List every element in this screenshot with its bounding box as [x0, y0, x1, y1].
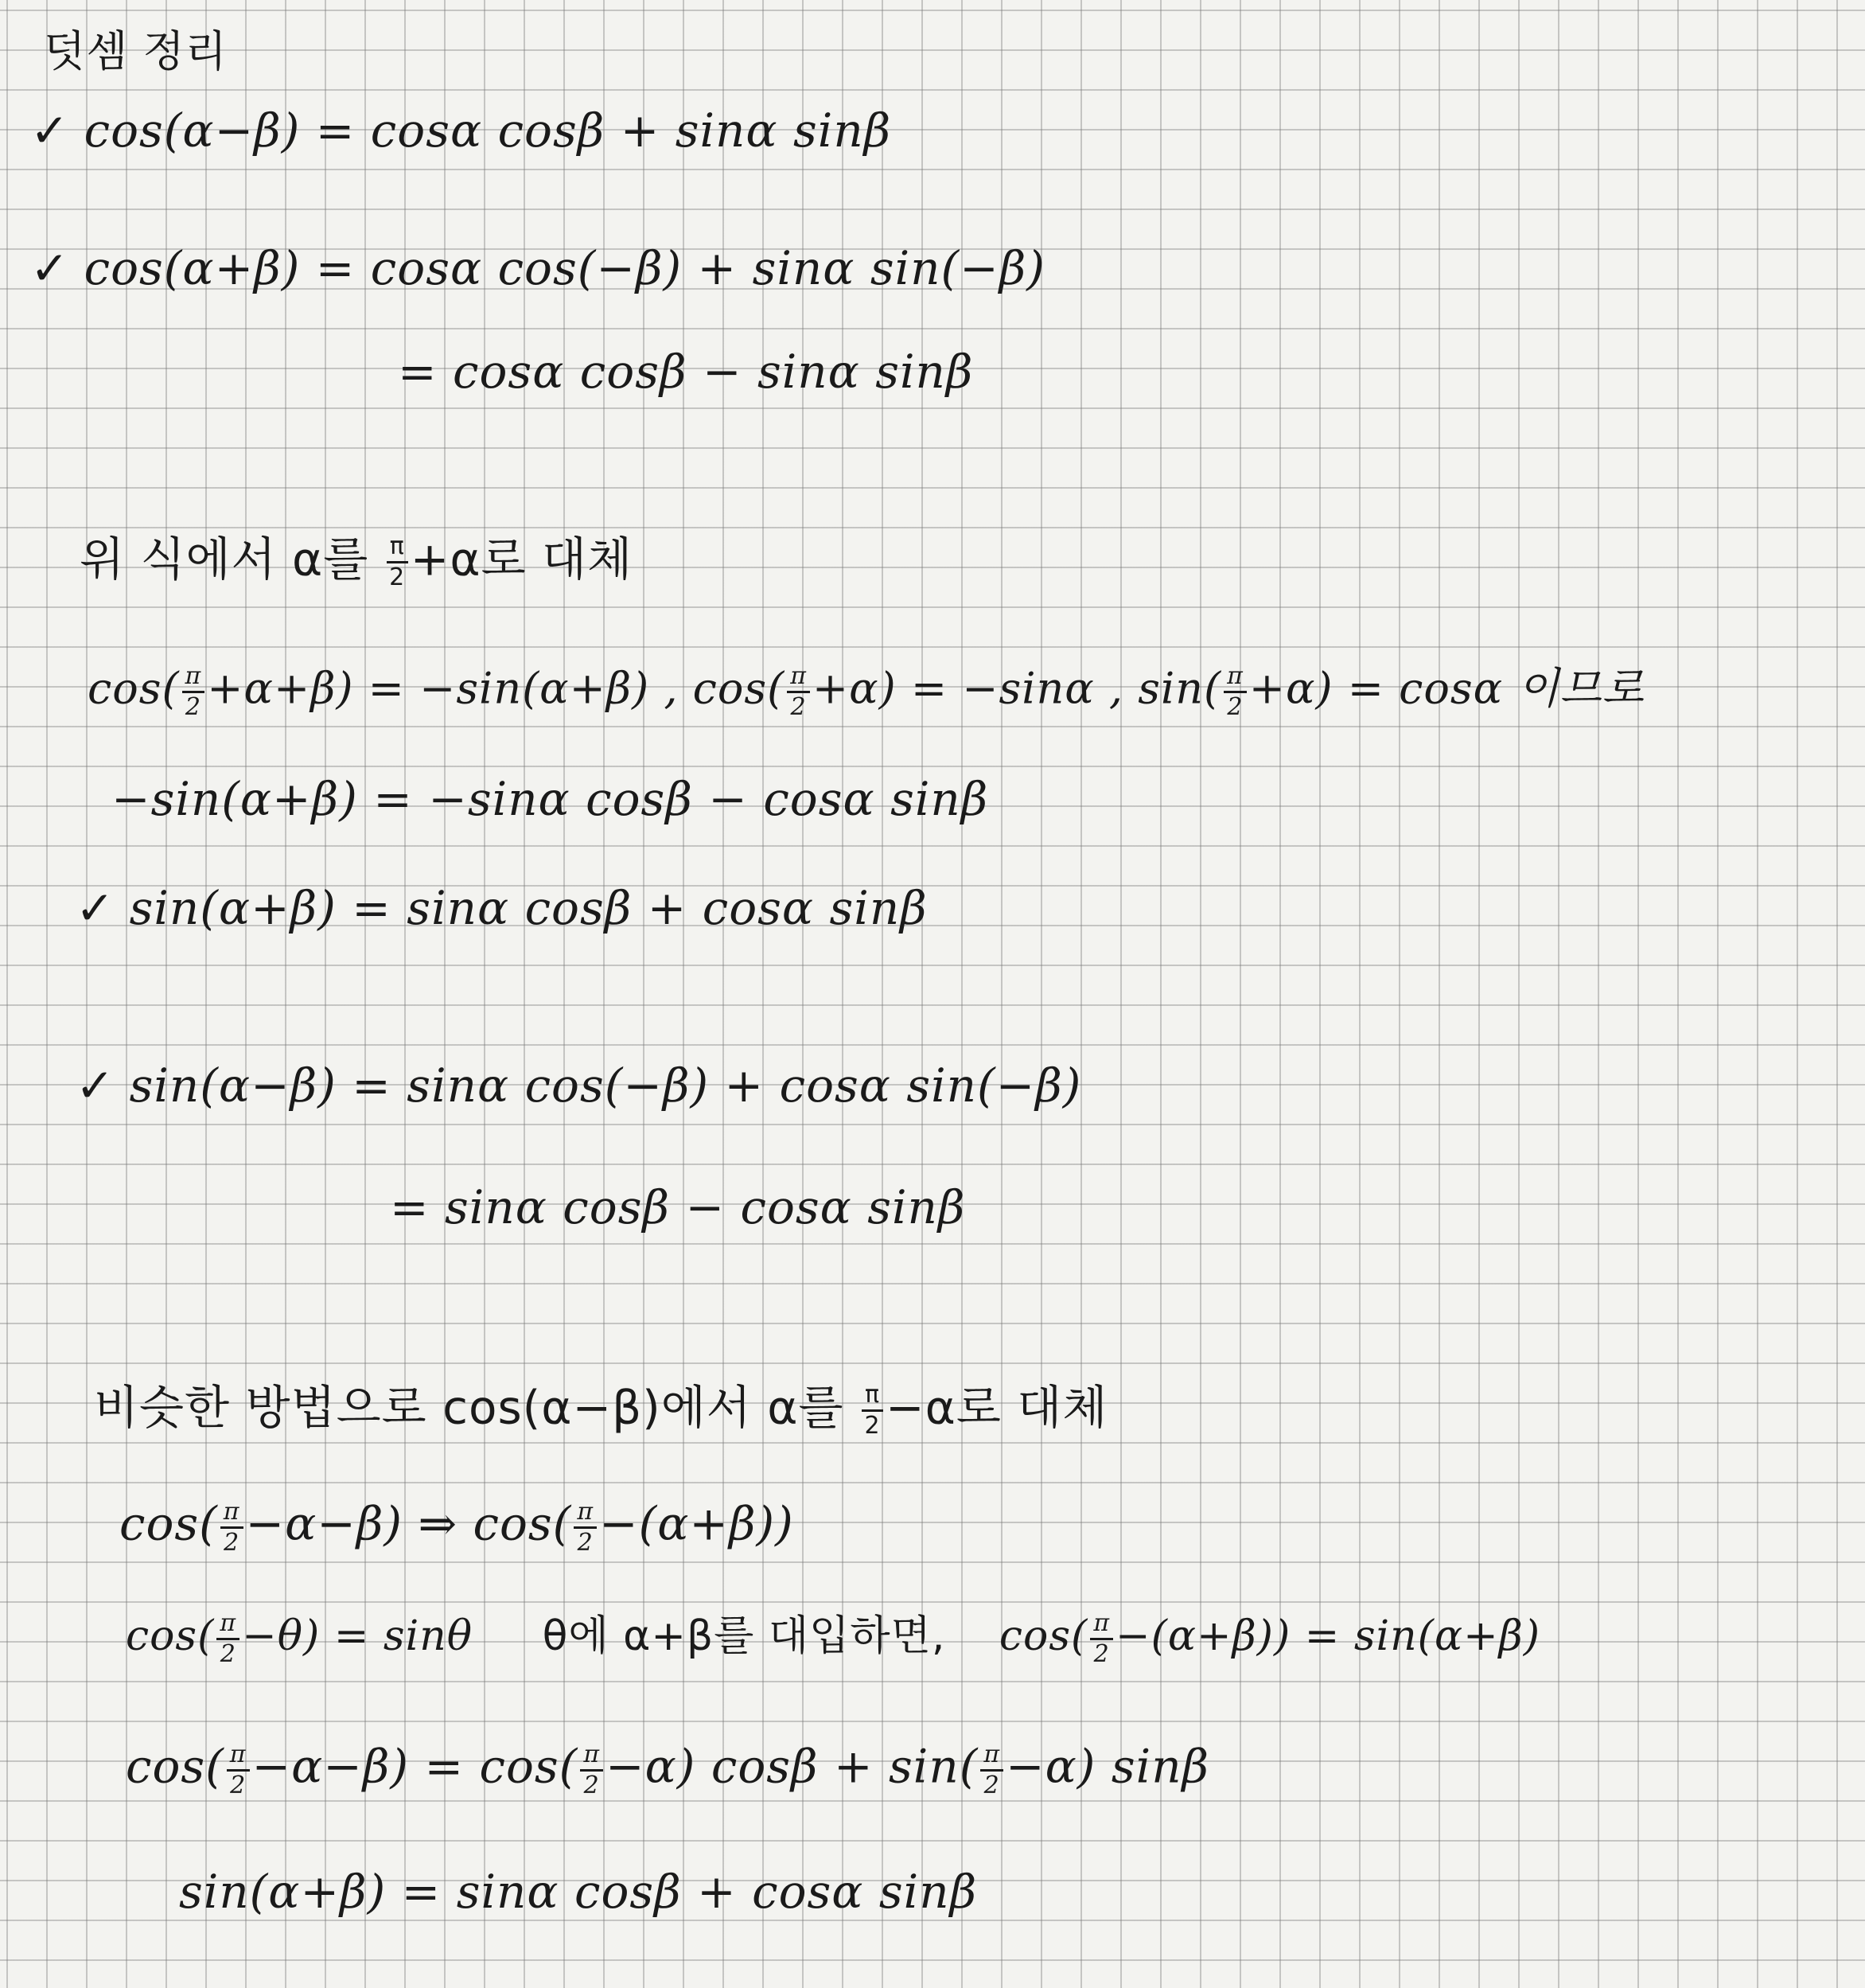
fraction-numerator: π	[580, 1743, 603, 1772]
formula-text: sin(α+β) = sinα cosβ + cosα sinβ	[129, 881, 928, 935]
fraction-denominator: 2	[389, 563, 406, 591]
fraction-denominator: 2	[983, 1772, 1000, 1799]
fraction-denominator: 2	[224, 1529, 240, 1557]
fraction-denominator: 2	[220, 1640, 236, 1668]
formula-text: −α−β) ⇒ cos(	[245, 1496, 572, 1551]
check-mark-icon: ✓	[76, 881, 115, 935]
fraction-numerator: π	[227, 1743, 250, 1772]
formula-text: cos(	[999, 1612, 1088, 1660]
fraction-numerator: π	[574, 1500, 597, 1529]
fraction-denominator: 2	[185, 693, 201, 721]
note-title: 덧셈 정리	[44, 26, 228, 76]
note-text: −α로 대체	[886, 1380, 1108, 1435]
note-text: 위 식에서 α를	[80, 532, 369, 587]
fraction-numerator: π	[1224, 665, 1247, 693]
formula-cos-complement-sum	[126, 1739, 1210, 1799]
pi-over-2-fraction	[220, 1500, 243, 1555]
formula-text: cos(α−β) = cosα cosβ + sinα sinβ	[84, 103, 892, 158]
check-mark-icon: ✓	[30, 241, 70, 295]
formula-text: −(α+β)) = sin(α+β)	[1115, 1612, 1540, 1660]
pi-over-2-fraction	[980, 1740, 1003, 1799]
formula-text: sin(α−β) = sinα cos(−β) + cosα sin(−β)	[129, 1058, 1082, 1113]
formula-text: −α) sinβ	[1006, 1739, 1210, 1794]
formula-text: cos(	[126, 1739, 224, 1794]
fraction-denominator: 2	[230, 1772, 247, 1799]
formula-cos-sum-result: = cosα cosβ − sinα sinβ	[398, 345, 974, 399]
formula-text: −θ) = sinθ	[242, 1612, 473, 1660]
formula-cos-complement-expansion	[119, 1496, 794, 1557]
fraction-numerator: π	[1090, 1612, 1113, 1640]
pi-over-2-fraction	[387, 532, 408, 591]
fraction-denominator: 2	[577, 1529, 594, 1557]
fraction-denominator: 2	[1227, 693, 1244, 721]
formula-text: +α) = cosα 이므로	[1248, 663, 1645, 714]
pi-over-2-fraction	[862, 1383, 883, 1438]
fraction-numerator: π	[182, 665, 205, 693]
pi-over-2-fraction	[227, 1740, 250, 1799]
pi-over-2-fraction	[1090, 1609, 1113, 1668]
formula-text: cos(	[88, 663, 180, 714]
formula-text: −(α+β))	[599, 1496, 794, 1551]
check-mark-icon: ✓	[30, 103, 70, 158]
pi-over-2-fraction	[787, 662, 810, 721]
fraction-numerator: π	[862, 1383, 883, 1412]
formula-sin-diff	[76, 1058, 1082, 1113]
formula-text: cos(	[119, 1496, 218, 1551]
formula-cos-sum	[30, 241, 1045, 295]
formula-neg-sin-sum: −sin(α+β) = −sinα cosβ − cosα sinβ	[111, 772, 989, 826]
formula-text: +α) = −sinα , sin(	[812, 663, 1222, 714]
formula-text: +α+β) = −sin(α+β) , cos(	[207, 663, 785, 714]
formula-sin-diff-result: = sinα cosβ − cosα sinβ	[390, 1180, 966, 1234]
formula-text: cos(	[126, 1612, 215, 1660]
fraction-denominator: 2	[583, 1772, 600, 1799]
fraction-numerator: π	[787, 665, 810, 693]
formula-cofunction-substitution	[126, 1609, 1540, 1668]
note-text: 비슷한 방법으로 cos(α−β)에서 α를	[94, 1380, 844, 1435]
formula-sin-sum	[76, 881, 928, 935]
fraction-numerator: π	[220, 1500, 243, 1529]
fraction-denominator: 2	[864, 1412, 881, 1440]
pi-over-2-fraction	[580, 1740, 603, 1799]
fraction-numerator: π	[980, 1743, 1003, 1772]
pi-over-2-fraction	[1224, 662, 1247, 721]
note-substitution	[80, 532, 633, 591]
fraction-numerator: π	[387, 535, 408, 563]
fraction-denominator: 2	[790, 693, 807, 721]
formula-text: cos(α+β) = cosα cos(−β) + sinα sin(−β)	[84, 241, 1045, 295]
formula-cos-diff	[30, 103, 892, 158]
formula-text: −α−β) = cos(	[251, 1739, 578, 1794]
pi-over-2-fraction	[216, 1609, 239, 1668]
check-mark-icon: ✓	[76, 1058, 115, 1113]
pi-over-2-fraction	[182, 662, 205, 721]
fraction-denominator: 2	[1093, 1640, 1110, 1668]
note-text: θ에 α+β를 대입하면,	[542, 1612, 946, 1660]
substitution-identities	[88, 662, 1645, 721]
pi-over-2-fraction	[574, 1500, 597, 1555]
formula-text: −α) cosβ + sin(	[605, 1739, 979, 1794]
note-similar-method	[94, 1380, 1108, 1440]
note-text: +α로 대체	[410, 532, 633, 587]
formula-sin-sum-final: sin(α+β) = sinα cosβ + cosα sinβ	[179, 1865, 978, 1919]
fraction-numerator: π	[216, 1612, 239, 1640]
